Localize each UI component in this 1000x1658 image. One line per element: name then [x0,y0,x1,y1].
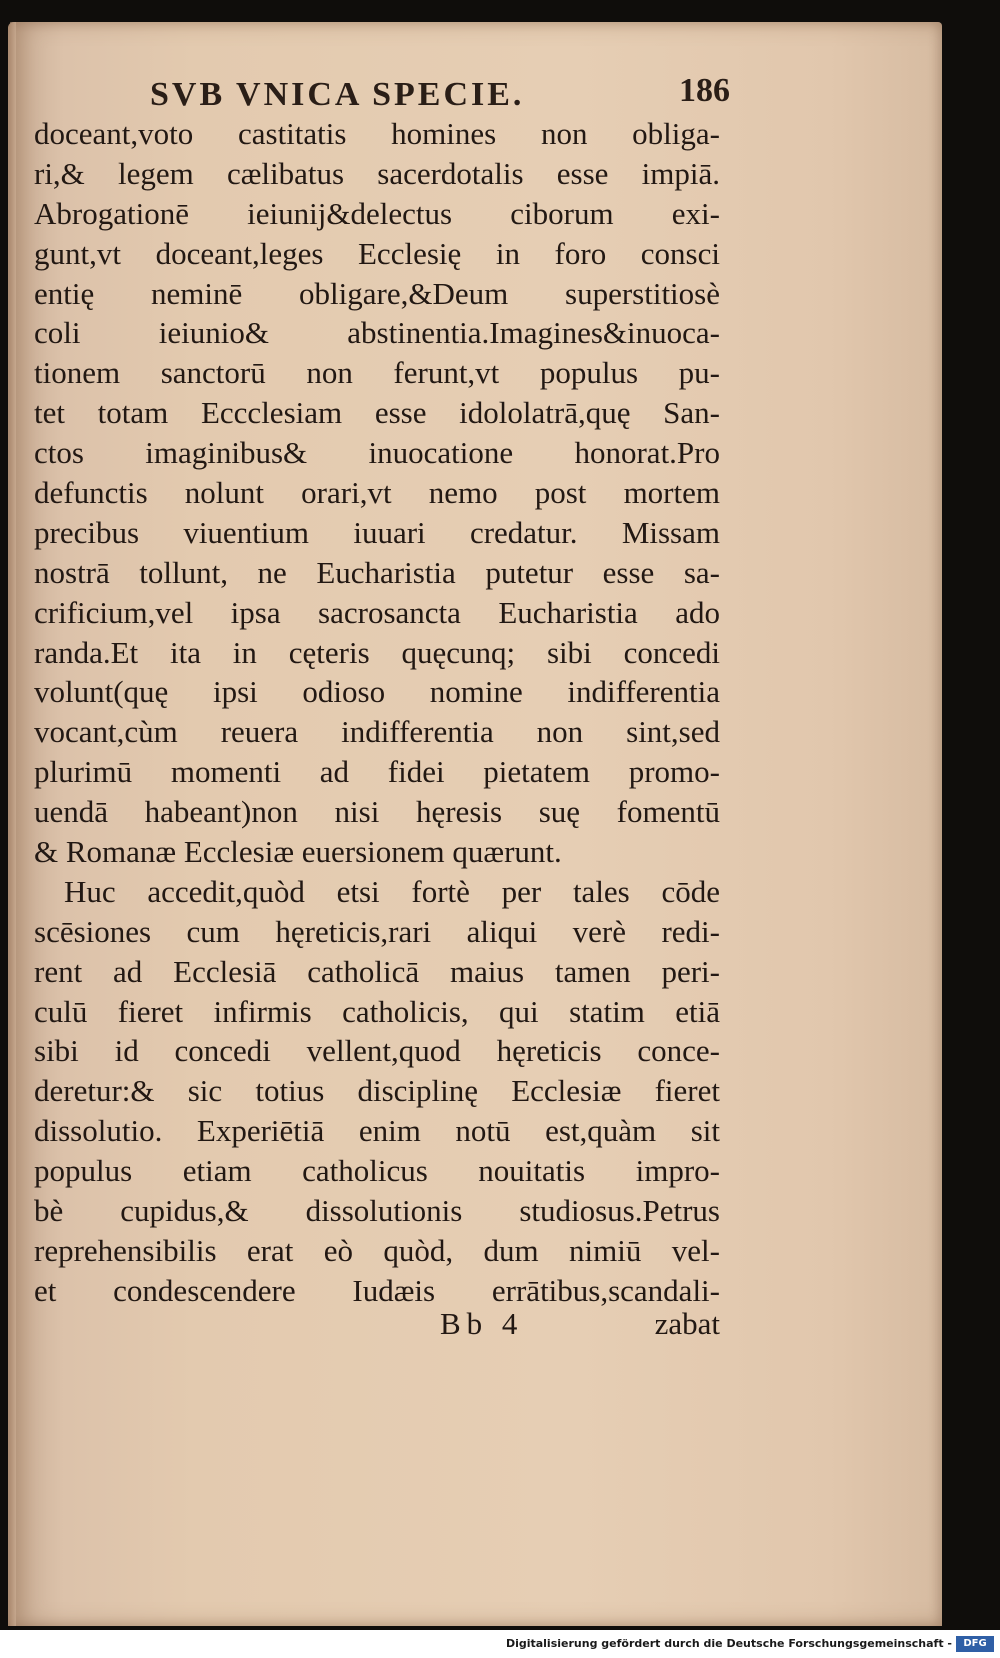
text-line: culū fieret infirmis catholicis, qui statim etiā [34,993,720,1029]
credit-bar [0,1630,1000,1658]
text-line: tet totam Eccclesiam esse idololatrā,quę San- [34,395,720,431]
text-line: coli ieiunio& abstinentia.Imagines&inuoca- [34,315,720,351]
text-line: precibus viuentium iuuari credatur. Missam [34,514,720,550]
page-footer [440,1306,720,1350]
text-line: gunt,vt doceant,leges Ecclesię in foro consci [34,235,720,271]
text-line: vocant,cùm reuera indifferentia non sint,sed [34,714,720,750]
page-gutter-shadow [10,22,16,1626]
text-line: & Romanæ Ecclesiæ euersionem quærunt. [34,834,562,870]
text-line: rent ad Ecclesiā catholicā maius tamen peri- [34,953,720,989]
folio-number: 186 [679,72,730,109]
text-line: deretur:& sic totius disciplinę Ecclesiæ fieret [34,1073,720,1109]
text-line: doceant,voto castitatis homines non obliga- [34,116,720,151]
text-line: dissolutio. Experiētiā enim notū est,quàm sit [34,1113,720,1149]
catchword: zabat [654,1306,720,1341]
text-line: bè cupidus,& dissolutionis studiosus.Petrus [34,1193,720,1229]
text-line: nostrā tollunt, ne Eucharistia putetur esse sa- [34,554,720,590]
running-title: SVB VNICA SPECIE. [150,76,525,113]
text-line: scēsiones cum hęreticis,rari aliqui verè redi- [34,913,720,949]
text-line: sibi id concedi vellent,quod hęreticis conce- [34,1033,720,1069]
credit-text: Digitalisierung gefördert durch die Deutsche Forschungsgemeinschaft - [505,1637,952,1650]
text-line: ctos imaginibus& inuocatione honorat.Pro [34,435,720,471]
text-line: plurimū momenti ad fidei pietatem promo- [34,754,720,790]
text-line: et condescendere Iudæis errātibus,scandali- [34,1272,720,1308]
text-line: crificium,vel ipsa sacrosancta Eucharistia ado [34,594,720,630]
dfg-logo-icon: DFG [956,1636,994,1652]
text-line: randa.Et ita in cęteris quęcunq; sibi concedi [34,634,720,670]
text-line: Huc accedit,quòd etsi fortè per tales cōde [64,873,720,909]
text-line: Abrogationē ieiunij&delectus ciborum exi- [34,195,720,231]
text-line: tionem sanctorū non ferunt,vt populus pu- [34,355,720,391]
text-line: uendā habeant)non nisi hęresis suę fomentū [34,794,720,830]
text-line: defunctis nolunt orari,vt nemo post mortem [34,475,720,511]
text-line: reprehensibilis erat eò quòd, dum nimiū vel- [34,1232,720,1268]
body-text [34,114,720,1311]
text-line: volunt(quę ipsi odioso nomine indifferentia [34,674,720,710]
text-line: ri,& legem cælibatus sacerdotalis esse impiā. [34,155,720,191]
text-line: populus etiam catholicus nouitatis impro- [34,1153,720,1189]
text-line: entię neminē obligare,&Deum superstitiosè [34,275,720,311]
signature-mark: Bb 4 [440,1306,524,1341]
